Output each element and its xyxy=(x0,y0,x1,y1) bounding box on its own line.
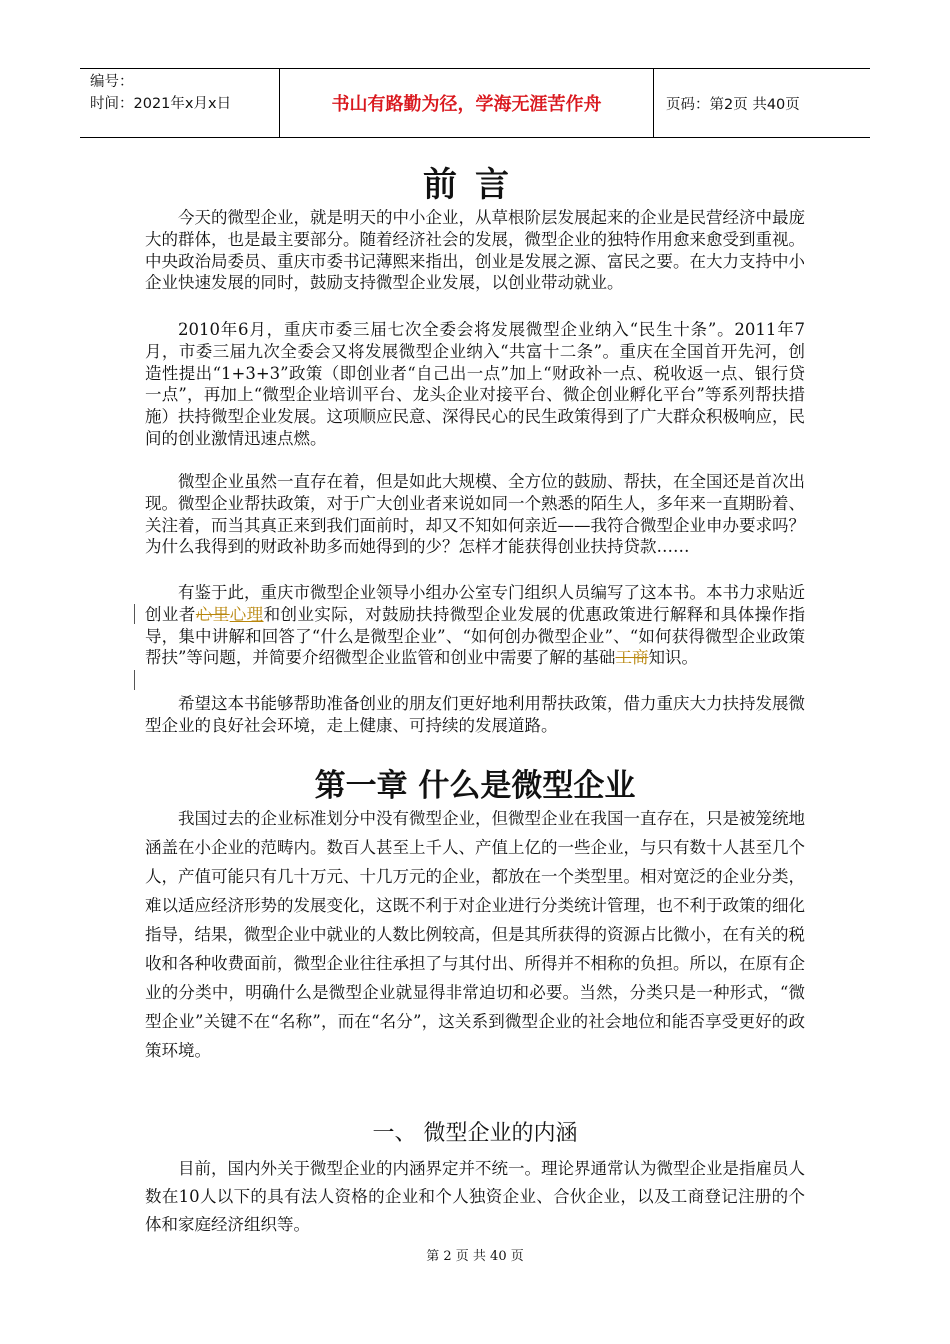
header-table xyxy=(80,68,870,138)
header-page-label: 页码：第2页 共40页 xyxy=(666,96,800,113)
preface-paragraph-4 xyxy=(145,582,805,669)
header-motto: 书山有路勤为径，学海无涯苦作舟 xyxy=(280,69,654,137)
preface-paragraph-5: 希望这本书能够帮助准备创业的朋友们更好地利用帮扶政策，借力重庆大力扶持发展微型企业的良好社会环境，走上健康、可持续的发展道路。 xyxy=(145,694,805,735)
revision-change-bar xyxy=(134,604,135,624)
paragraph-text: 和创业实际，对鼓励扶持微型企业发展的优惠政策进行解释和具体操作指导，集中讲解和回答了“什么是微型企业”、“如何创办微型企业”、“如何获得微型企业政策帮扶”等问题，并简要介绍微型企业监管和创业中需要了解的基础 xyxy=(145,604,806,668)
document-number-label: 编号： xyxy=(90,74,134,90)
document-time-label: 时间：2021年x月x日 xyxy=(90,96,232,112)
section-title: 一、 微型企业的内涵 xyxy=(372,1121,578,1146)
section-paragraph-1: 目前，国内外关于微型企业的内涵界定并不统一。理论界通常认为微型企业是指雇员人数在10人以下的具有法人资格的企业和个人独资企业、合伙企业，以及工商登记注册的个体和家庭经济组织等。 xyxy=(145,1159,805,1234)
preface-paragraph-2: 2010年6月，重庆市委三届七次全委会将发展微型企业纳入“民生十条”。2011年7月，市委三届九次全委会又将发展微型企业纳入“共富十二条”。重庆在全国首开先河，创造性提出“1+3+3”政策（即创业者“自己出一点”加上“财政补一点、税收返一点、银行贷一点”，再加上“微型企业培训平台、龙头企业对接平台、微企创业孵化平台”等系列帮扶措施）扶持微型企业发展。这项顺应民意、深得民心的民生政策得到了广大群众积极响应，民间的创业激情迅速点燃。 xyxy=(145,320,805,448)
chapter-title: 第一章 什么是微型企业 xyxy=(314,768,636,804)
preface-paragraph-1: 今天的微型企业，就是明天的中小企业，从草根阶层发展起来的企业是民营经济中最庞大的群体，也是最主要部分。随着经济社会的发展，微型企业的独特作用愈来愈受到重视。中央政治局委员、重庆市委书记薄熙来指出，创业是发展之源、富民之要。在大力支持中小企业快速发展的同时，鼓励支持微型企业发展，以创业带动就业。 xyxy=(145,208,805,293)
deleted-text: 心里 xyxy=(195,604,230,624)
header-info-cell xyxy=(80,69,280,137)
preface-paragraph-3: 微型企业虽然一直存在着，但是如此大规模、全方位的鼓励、帮扶，在全国还是首次出现。微型企业帮扶政策，对于广大创业者来说如同一个熟悉的陌生人，多年来一直期盼着、关注着，而当其真正来到我们面前时，却又不知如何亲近——我符合微型企业申办要求吗？为什么我得到的财政补助多而她得到的少？怎样才能获得创业扶持贷款…… xyxy=(145,472,805,557)
deleted-text: 工商 xyxy=(615,648,649,668)
paragraph-text: 知识。 xyxy=(648,648,698,668)
chapter-paragraph-1: 我国过去的企业标准划分中没有微型企业，但微型企业在我国一直存在，只是被笼统地涵盖在小企业的范畴内。数百人甚至上千人、产值上亿的一些企业，与只有数十人甚至几个人，产值可能只有几十万元、十几万元的企业，都放在一个类型里。相对宽泛的企业分类，难以适应经济形势的发展变化，这既不利于对企业进行分类统计管理，也不利于政策的细化指导，结果，微型企业中就业的人数比例较高，但是其所获得的资源占比微小，在有关的税收和各种收费面前，微型企业往往承担了与其付出、所得并不相称的负担。所以，在原有企业的分类中，明确什么是微型企业就显得非常迫切和必要。当然，分类只是一种形式，“微型企业”关键不在“名称”，而在“名分”，这关系到微型企业的社会地位和能否享受更好的政策环境。 xyxy=(145,809,805,1060)
paragraph-text: 有鉴于此，重庆市微型企业领导小组办公室专门组织人员编写了这本书。本书力求贴近创业者 xyxy=(145,583,805,624)
inserted-text: 心理 xyxy=(229,604,264,624)
preface-title: 前言 xyxy=(423,165,527,205)
revision-change-bar xyxy=(134,670,135,690)
page-footer: 第 2 页 共 40 页 xyxy=(426,1249,524,1264)
